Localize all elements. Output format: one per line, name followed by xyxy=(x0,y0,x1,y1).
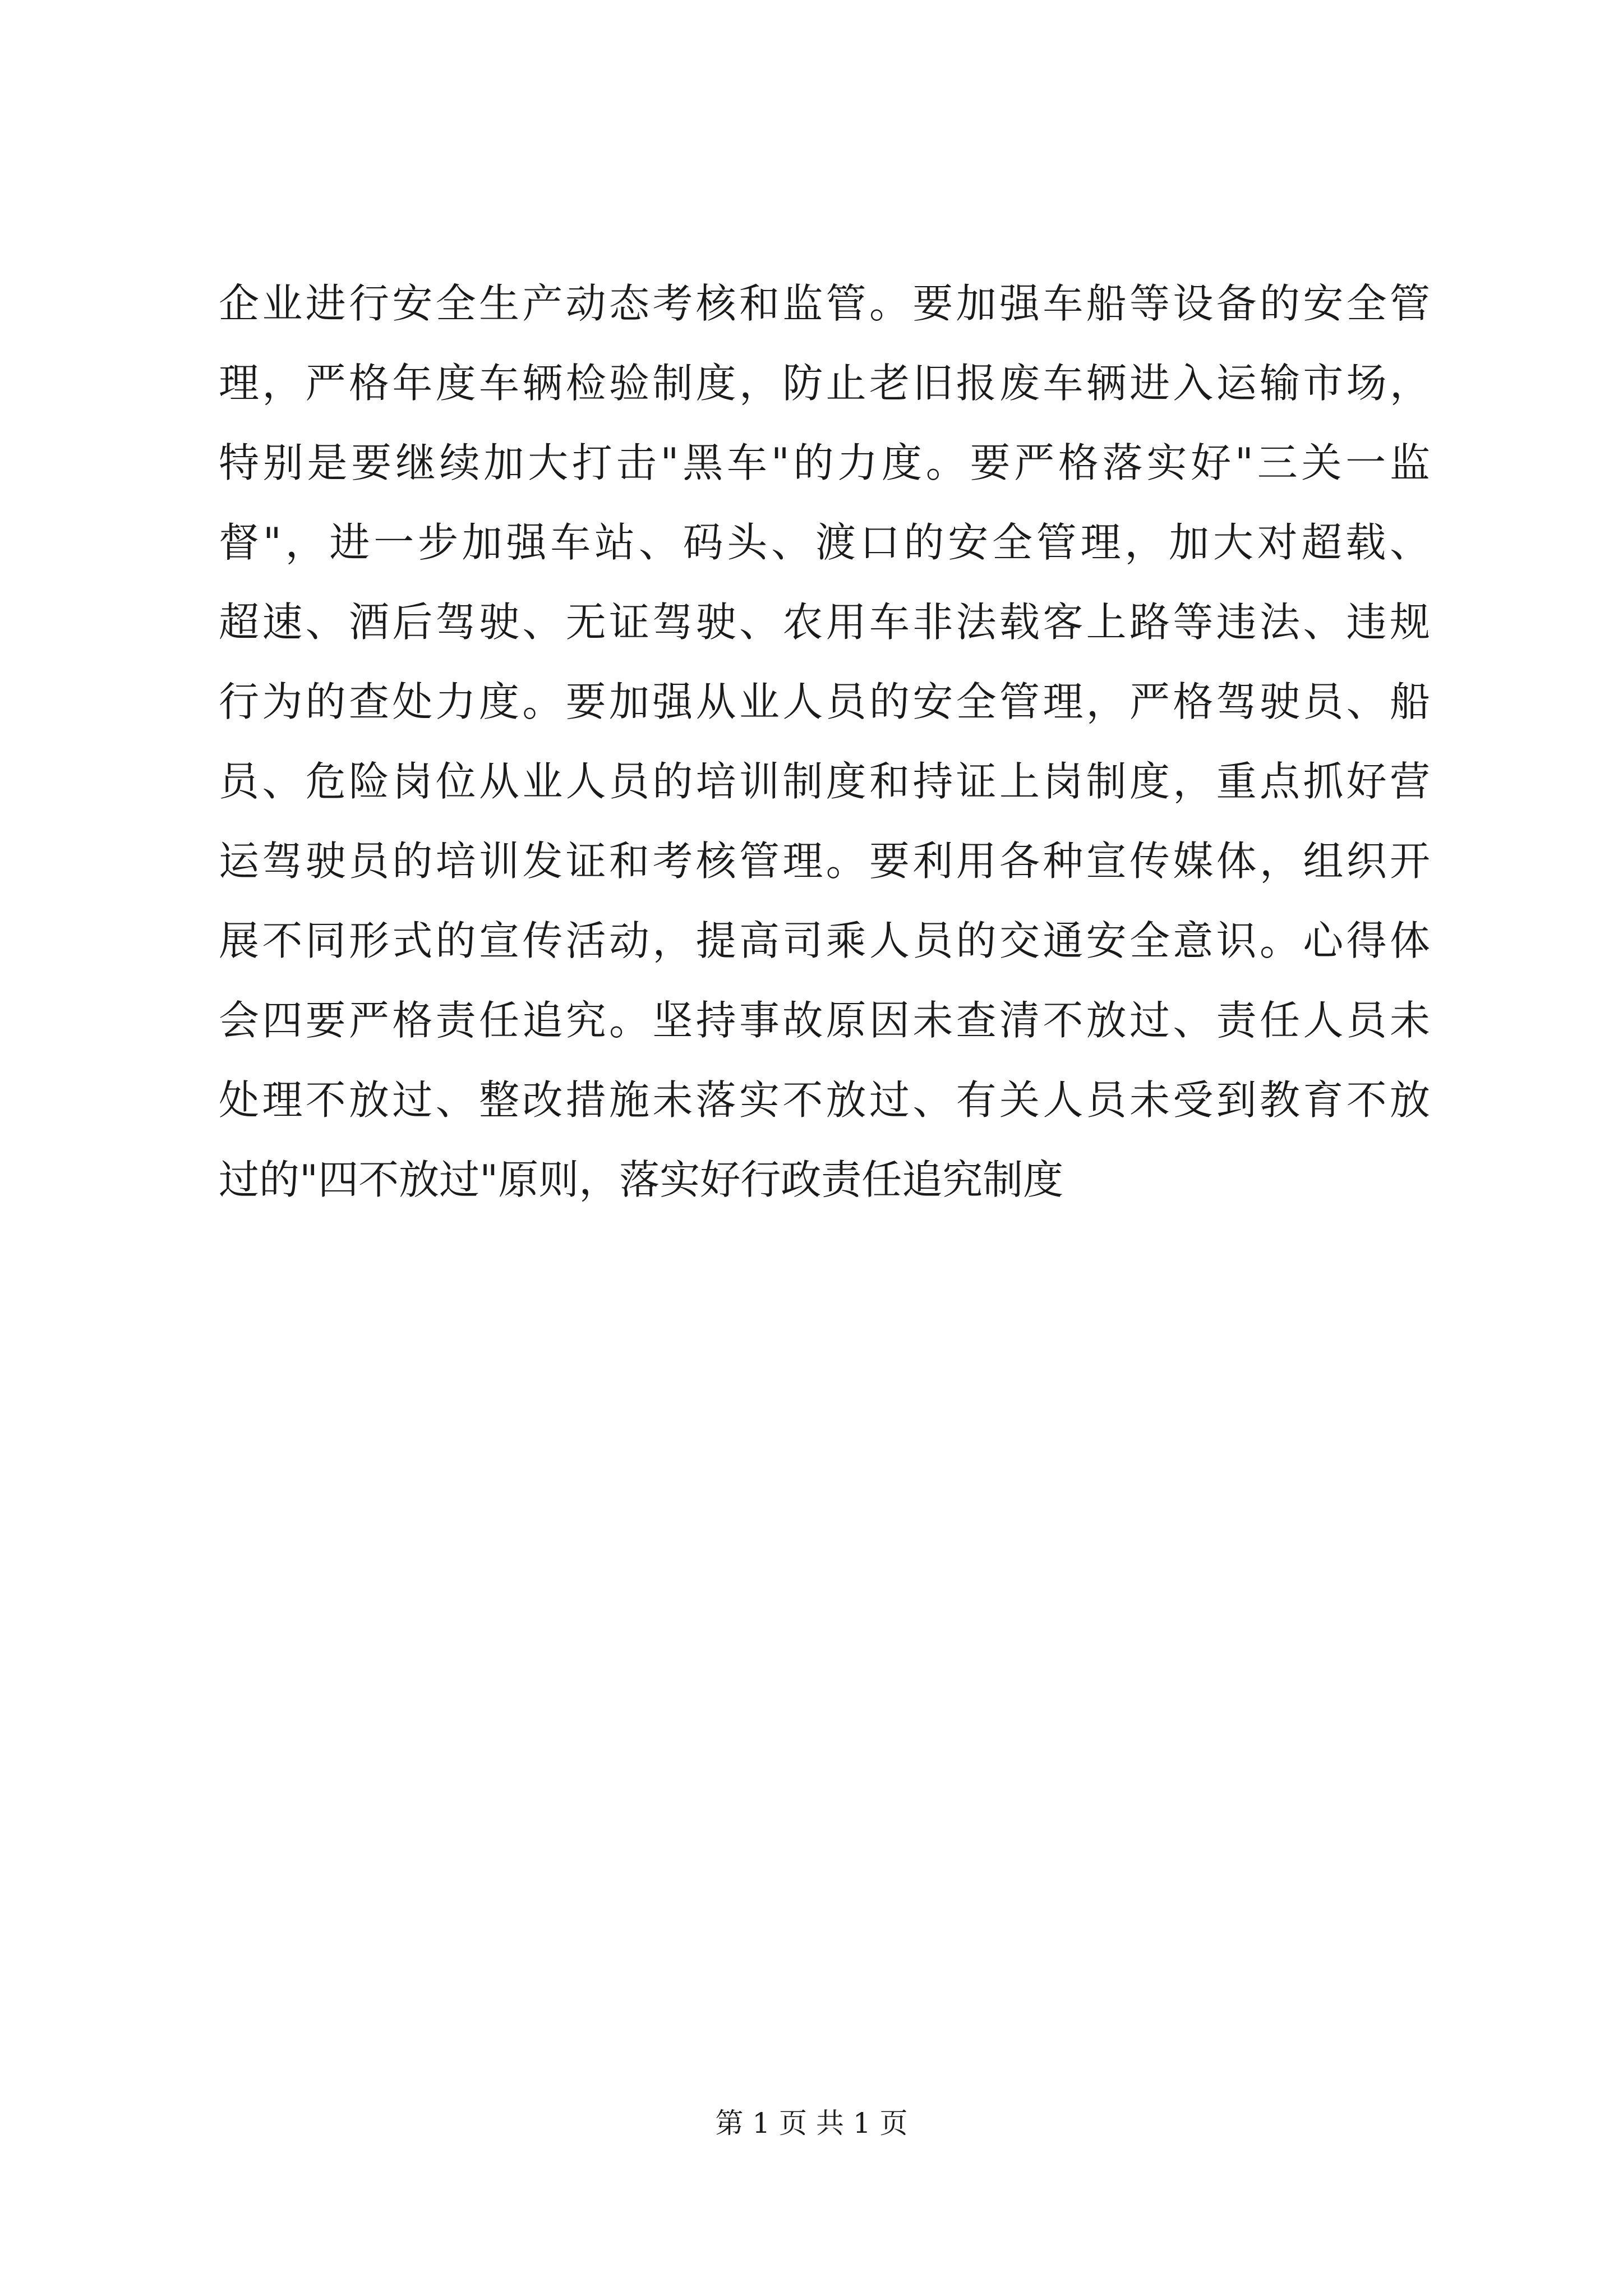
text-line: 超速、酒后驾驶、无证驾驶、农用车非法载客上路等违法、违规 xyxy=(219,599,1430,646)
page-number-footer: 第 1 页 共 1 页 xyxy=(715,2107,908,2139)
text-line: 行为的查处力度。要加强从业人员的安全管理，严格驾驶员、船 xyxy=(219,678,1430,725)
text-line: 过的"四不放过"原则，落实好行政责任追究制度 xyxy=(219,1156,1064,1203)
text-line: 理，严格年度车辆检验制度，防止老旧报废车辆进入运输市场， xyxy=(219,360,1430,407)
text-line: 特别是要继续加大打击"黑车"的力度。要严格落实好"三关一监 xyxy=(219,439,1430,486)
text-line: 处理不放过、整改措施未落实不放过、有关人员未受到教育不放 xyxy=(219,1076,1430,1124)
text-line: 员、危险岗位从业人员的培训制度和持证上岗制度，重点抓好营 xyxy=(219,758,1430,805)
text-line: 展不同形式的宣传活动，提高司乘人员的交通安全意识。心得体 xyxy=(219,917,1430,964)
text-line: 企业进行安全生产动态考核和监管。要加强车船等设备的安全管 xyxy=(219,280,1430,327)
text-line: 会四要严格责任追究。坚持事故原因未查清不放过、责任人员未 xyxy=(219,997,1430,1044)
text-line: 督"，进一步加强车站、码头、渡口的安全管理，加大对超载、 xyxy=(219,519,1430,566)
body-paragraph xyxy=(219,264,1430,1220)
text-line: 运驾驶员的培训发证和考核管理。要利用各种宣传媒体，组织开 xyxy=(219,838,1430,885)
